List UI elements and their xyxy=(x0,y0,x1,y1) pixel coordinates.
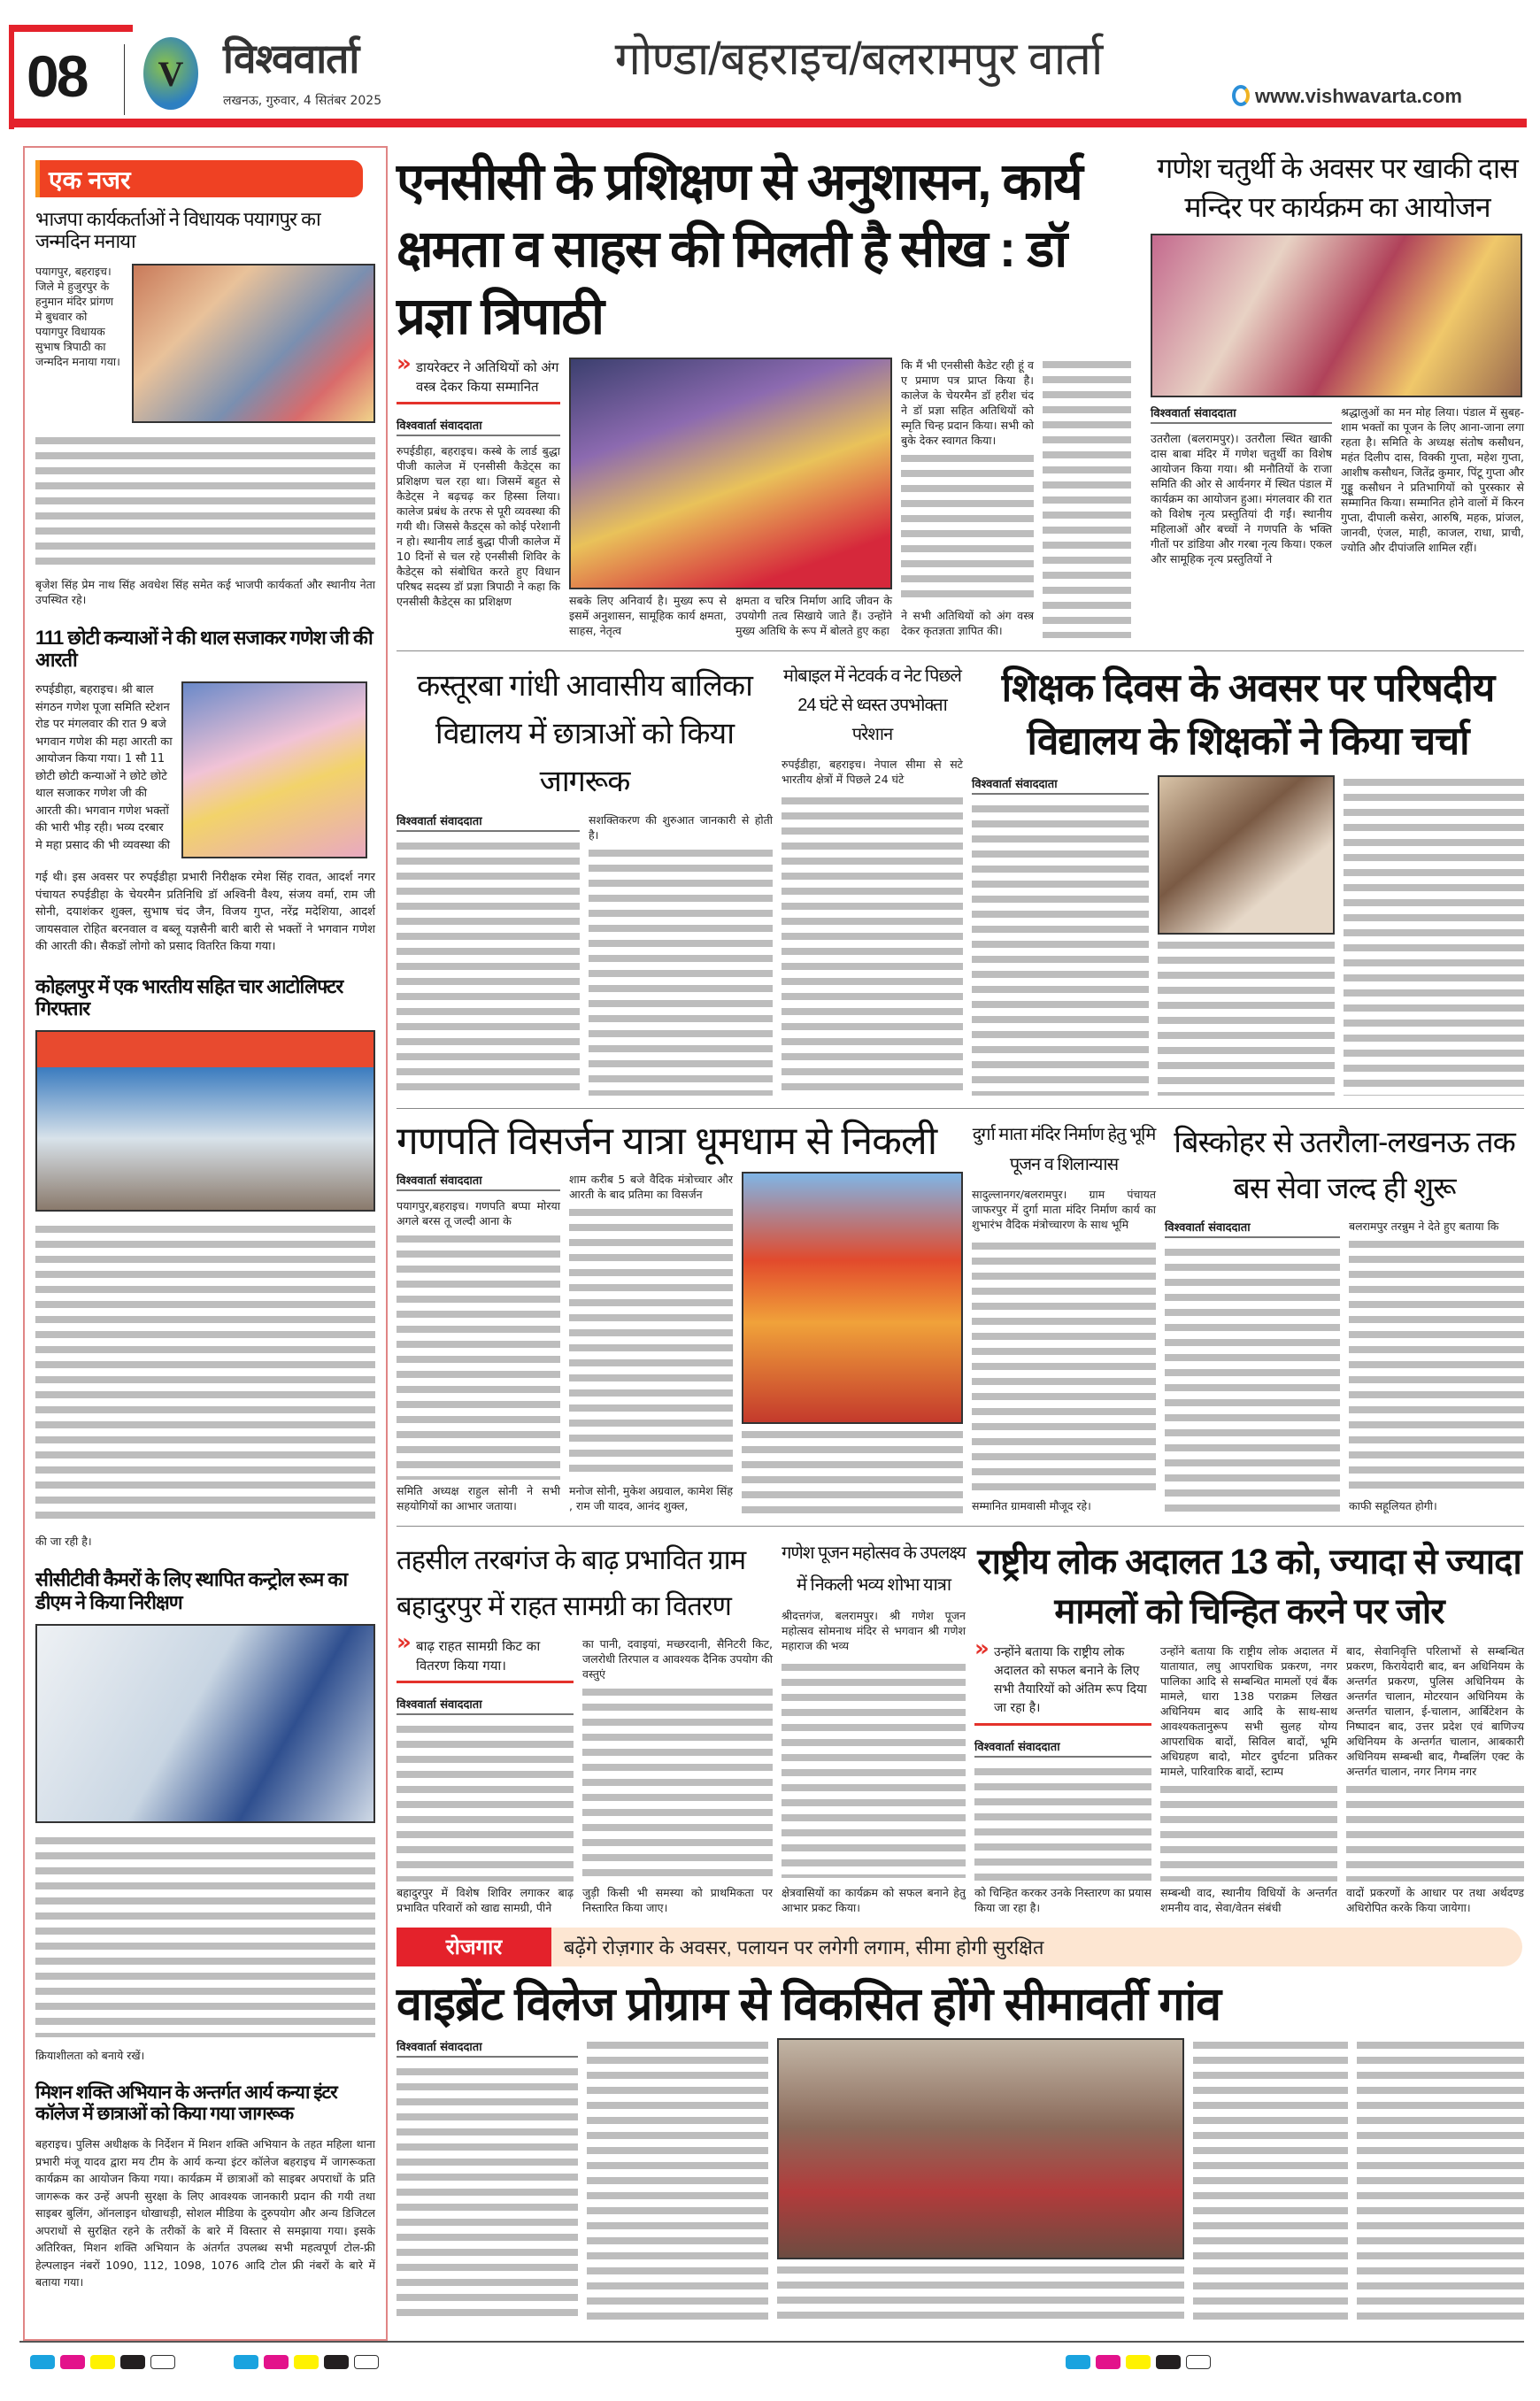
story-text: सादुल्लानगर/बलरामपुर। ग्राम पंचायत जाफरपुर में दुर्गा माता मंदिर निर्माण कार्य का शुभारंभ वैदिक मंत्रोच्चारण के साथ भूमि xyxy=(972,1188,1156,1231)
paper-name: विश्ववार्ता xyxy=(223,35,359,81)
story-text: मनोज सोनी, मुकेश अग्रवाल, कामेश सिंह , राम जी यादव, आनंद शुक्ल, xyxy=(569,1483,733,1512)
story-text: पयागपुर, बहराइच। जिले मे हुजुरपुर के हनुमान मंदिर प्रांगण मे बुधवार को पयागपुर विधायक सुभाष त्रिपाठी का जन्मदिन मनाया गया। xyxy=(35,264,120,368)
story-text: को चिन्हित करकर उनके निस्तारण का प्रयास किया जा रहा है। xyxy=(974,1885,1151,1914)
cyan-mark xyxy=(30,2355,55,2369)
byline: विश्ववार्ता संवाददाता xyxy=(397,417,560,436)
main-area xyxy=(397,149,1524,2369)
story-text: रुपईडीहा, बहराइच। श्री बाल संगठन गणेश पूजा समिति स्टेशन रोड पर मंगलवार की रात 9 बजे भगवान गणेश की महा आरती का आयोजन किया गया। 1 सौ 11 छोटी छोटी कन्याओं ने छोटे छोटे थाल सजाकर गणेश जी की आरती की। भगवान गणेश भक्तों की भारी भीड़ रही। भव्य दरबार मे महा प्रसाद की भी व्यवस्था की xyxy=(35,683,173,852)
registration-mark xyxy=(150,2355,175,2369)
kasturba-story xyxy=(397,662,773,1096)
vibrant-story xyxy=(397,1979,1524,2322)
ganesh-story xyxy=(1151,149,1524,638)
story-text: बाद, सेवानिवृत्ति परिलाभों से सम्बन्धित प्रकरण, किरायेदारी बाद, बन अधिनियम के अन्तर्गत प्रकरण, पुलिस अधिनियम के अन्तर्गत चालान, मोटरयान अधिनियम के अन्तर्गत चालान, ई-चालान, आर्बिटेशन के निष्पादन बाद, उत्तर प्रदेश एवं बाणिज्य अधिनियम के अन्तर्गत चालान, आबकारी अधिनियम सम्बन्धी बाद, गैम्बलिंग एक्ट के अन्तर्गत चालान, नगर निगम नगर xyxy=(1346,1643,1524,1778)
story-text: क्षेत्रवासियों का कार्यक्रम को सफल बनाने हेतु आभार प्रकट किया। xyxy=(782,1885,966,1914)
page-number: 08 xyxy=(27,43,87,109)
sidebar-label: एक नजर xyxy=(35,160,363,197)
website-link[interactable]: www.vishwavarta.com xyxy=(1255,85,1462,107)
durga-story xyxy=(972,1120,1156,1513)
story-text: शाम करीब 5 बजे वैदिक मंत्रोच्चार और आरती के बाद प्रतिमा का विसर्जन xyxy=(569,1172,733,1201)
photo xyxy=(777,2038,1184,2259)
byline: विश्ववार्ता संवाददाता xyxy=(397,1696,574,1715)
story-text: सम्बन्धी वाद, स्थानीय विधियों के अन्तर्गत शमनीय वाद, सेवा/वेतन संबंधी xyxy=(1160,1885,1337,1914)
photo xyxy=(181,681,367,858)
story-text: क्षमता व चरित्र निर्माण आदि जीवन के उपयोगी तत्व सिखाये जाते हैं। उन्होंने मुख्य अतिथि के रूप में बोलते हुए कहा xyxy=(735,594,892,637)
byline: विश्ववार्ता संवाददाता xyxy=(1165,1219,1340,1238)
story-text: उन्होंने बताया कि राष्ट्रीय लोक अदालत में यातायात, लघु आपराधिक प्रकरण, नगर पालिका आदि से सम्बन्धित मामलों एवं बैंक मामले, धारा 138 पराक्रम लिखत अधिनियम बाद आदि के साथ-साथ आवश्यकतानुरूप सभी सुलह योग्य आपराधिक बादों, सिविल बादों, भूमि अधिग्रहण बादो, मोटर दुर्घटना प्रतिकर मामले, पारिवारिक बादों, स्टाम्प xyxy=(1160,1643,1337,1778)
story-text: बलरामपुर तरन्नुम ने देते हुए बताया कि xyxy=(1349,1220,1499,1233)
story-text: जुड़ी किसी भी समस्या को प्राथमिकता पर निस्तारित किया जाए। xyxy=(582,1885,773,1914)
byline: विश्ववार्ता संवाददाता xyxy=(1151,404,1332,424)
header-rule xyxy=(9,119,1527,127)
story-headline: बिस्कोहर से उतरौला-लखनऊ तक बस सेवा जल्द ही शुरू xyxy=(1174,1126,1515,1205)
story-text: सम्मानित ग्रामवासी मौजूद रहे। xyxy=(972,1498,1091,1512)
story-text: रुपईडीहा, बहराइच। नेपाल सीमा से सटे भारतीय क्षेत्रों में पिछले 24 घंटे xyxy=(782,758,963,786)
story-text: क्रियाशीलता को बनाये रखें। xyxy=(35,2048,145,2062)
strapline: बढ़ेंगे रोज़गार के अवसर, पलायन पर लगेगी लगाम, सीमा होगी सुरक्षित xyxy=(564,1935,1044,1959)
photo xyxy=(1151,234,1522,397)
story-headline: राष्ट्रीय लोक अदालत 13 को, ज्यादा से ज्यादा मामलों को चिन्हित करने पर जोर xyxy=(977,1542,1521,1631)
story-text: की जा रही है। xyxy=(35,1535,92,1549)
byline: विश्ववार्ता संवाददाता xyxy=(974,1738,1151,1758)
byline: विश्ववार्ता संवाददाता xyxy=(397,2038,578,2058)
story-headline: सीसीटीवी कैमरों के लिए स्थापित कन्ट्रोल रूम का डीएम ने किया निरीक्षण xyxy=(35,1568,348,1613)
story-text: काफी सहूलियत होगी। xyxy=(1349,1498,1437,1512)
black-mark xyxy=(120,2355,145,2369)
globe-icon xyxy=(1232,85,1250,106)
story-headline: तहसील तरबगंज के बाढ़ प्रभावित ग्राम बहादुरपुर में राहत सामग्री का वितरण xyxy=(397,1543,746,1621)
lead-story xyxy=(397,149,1140,638)
section-label: रोजगार xyxy=(397,1928,551,1966)
pullquote: » डायरेक्टर ने अतिथियों को अंग वस्त्र देकर किया सम्मानित xyxy=(397,358,560,404)
story-text: श्रीदत्तगंज, बलरामपुर। श्री गणेश पूजन महोत्सव सोमनाथ मंदिर से भगवान श्री गणेश महाराज की भव्य xyxy=(782,1608,966,1652)
mobile-story xyxy=(782,662,963,1096)
yellow-mark xyxy=(90,2355,115,2369)
story-text: पयागपुर,बहराइच। गणपति बप्पा मोरया अगले बरस तू जल्दी आना के xyxy=(397,1198,560,1227)
story-text: गई थी। इस अवसर पर रुपईडीहा प्रभारी निरीक्षक रमेश सिंह रावत, आदर्श नगर पंचायत रुपईडीहा के चेयरमैन प्रतिनिधि डॉ अश्विनी वैश्य, संजय वर्मा, राम जी सोनी, दयाशंकर शुक्ल, सुभाष चंद जैन, विजय गुप्त, नरेंद्र मदेशिया, आदर्श जायसवाल रोहित बरनवाल व बब्लू यज्ञसैनी बारी बारी से भक्तों ने भगवान गणेश की आरती की। सैकडों लोगो को प्रसाद वितरित किया गया। xyxy=(35,871,375,954)
story-headline: गणेश चतुर्थी के अवसर पर खाकी दास मन्दिर पर कार्यक्रम का आयोजन xyxy=(1157,152,1518,223)
story-text: बहादुरपुर में विशेष शिविर लगाकर बाढ़ प्रभावित परिवारों को खाद्य सामग्री, पीने xyxy=(397,1885,574,1914)
rozgar-band xyxy=(397,1928,1522,1966)
logo-icon: V xyxy=(143,37,198,110)
shobha-story xyxy=(782,1537,966,1915)
photo xyxy=(1158,775,1335,935)
photo xyxy=(569,358,892,589)
story-headline: वाइब्रेंट विलेज प्रोग्राम से विकसित होंगे सीमावर्ती गांव xyxy=(397,1978,1221,2030)
pullquote: » बाढ़ राहत सामग्री किट का वितरण किया गया। xyxy=(397,1636,574,1683)
story-text: बहराइच। पुलिस अधीक्षक के निर्देशन में मिशन शक्ति अभियान के तहत महिला थाना प्रभारी मंजू यादव द्वारा मय टीम के आर्य कन्या इंटर कॉलेज बहराइच में जागरूकता कार्यक्रम का आयोजन किया गया। कार्यक्रम में छात्राओं को साइबर अपराधों के प्रति जागरूक कर उन्हें अपनी सुरक्षा के लिए आवश्यक जानकारी प्रदान की गयी तथा साइबर बुलिंग, ऑनलाइन धोखाधड़ी, सोशल मीडिया के दुरुपयोग और अन्य डिजिटल अपराधों से सुरक्षित रहने के तरीकों के बारे में विस्तार से समझाया गया। इसके अतिरिक्त, मिशन शक्ति अभियान के अंतर्गत उपलब्ध सभी महत्वपूर्ण टोल-फ्री हेल्पलाइन नंबरों 1090, 112, 1098, 1076 आदि टोल फ्री नंबरों के बारे में बताया गया। xyxy=(35,2137,375,2289)
story-headline: गणेश पूजन महोत्सव के उपलक्ष्य में निकली भव्य शोभा यात्रा xyxy=(782,1543,966,1595)
story-headline: शिक्षक दिवस के अवसर पर परिषदीय विद्यालय के शिक्षकों ने किया चर्चा xyxy=(1001,666,1495,763)
photo xyxy=(742,1172,963,1424)
story-headline: भाजपा कार्यकर्ताओं ने विधायक पयागपुर का जन्मदिन मनाया xyxy=(35,208,320,253)
pullquote: » उन्होंने बताया कि राष्ट्रीय लोक अदालत को सफल बनाने के लिए सभी तैयारियों को अंतिम रूप दिया जा रहा है। xyxy=(974,1643,1151,1726)
bus-story xyxy=(1165,1120,1524,1513)
story-text: सबके लिए अनिवार्य है। मुख्य रूप से इसमें अनुशासन, सामूहिक कार्य क्षमता, साहस, नेतृत्व xyxy=(569,594,727,637)
story-text: उतरौला (बलरामपुर)। उतरौला स्थित खाकी दास बाबा मंदिर में गणेश चतुर्थी का विशेष आयोजन किया गया। श्री मनौतियों के राजा समिति की ओर से आर्यनगर में स्थित पंडाल में कार्यक्रम का आयोजन हुआ। मंगलवार की रात को विशेष नृत्य प्रस्तुतियां दी गईं। स्थानीय महिलाओं और बच्चों ने गणपति के भक्ति गीतों पर डांडिया और गरबा नृत्य किया। एकल और सामूहिक नृत्य प्रस्तुतियों ने xyxy=(1151,432,1332,566)
story-text: बृजेश सिंह प्रेम नाथ सिंह अवधेश सिंह समेत कई भाजपी कार्यकर्ता और स्थानीय नेता उपस्थित रहे। xyxy=(35,577,375,606)
story-text: कि मैं भी एनसीसी कैडेट रही हूं व ए प्रमाण पत्र प्राप्त किया है। कालेज के चेयरमैन डॉ हरीश चंद ने डॉ प्रज्ञा सहित अतिथियों को स्मृति चिन्ह प्रदान किया। सभी को बुके देकर स्वागत किया। xyxy=(901,358,1034,447)
section-title: गोण्डा/बहराइच/बलरामपुर वार्ता xyxy=(614,34,1103,85)
byline: विश्ववार्ता संवाददाता xyxy=(972,775,1149,795)
sidebar-ek-nazar xyxy=(23,146,388,2341)
story-headline: 111 छोटी कन्याओं ने की थाल सजाकर गणेश जी की आरती xyxy=(35,626,373,671)
story-text: श्रद्धालुओं का मन मोह लिया। पंडाल में सुबह-शाम भक्तों का पूजन के लिए आना-जाना लगा रहता है। समिति के अध्यक्ष संतोष कसौधन, महंत दिलीप दास, विक्की गुप्ता, महेश गुप्ता, आशीष कसौधन, जितेंद्र कुमार, पिंटू गुप्ता और गुड्डू कसौधन ने प्रतिभागियों को पुरस्कार से सम्मानित किया। सम्मानित होने वालों में किरन गुप्ता, दीपाली कसेरा, आरुषि, महक, प्रांजल, जानवी, एंजल, माही, काजल, राधा, प्राची, ज्योति और दीपांजलि शामिल रहीं। xyxy=(1341,405,1524,554)
photo xyxy=(35,1030,375,1212)
teacher-story xyxy=(972,662,1524,1096)
tehsil-story xyxy=(397,1537,773,1915)
story-headline: कस्तूरबा गांधी आवासीय बालिका विद्यालय में छात्राओं को किया जागरूक xyxy=(417,669,752,798)
magenta-mark xyxy=(60,2355,85,2369)
story-headline: गणपति विसर्जन यात्रा धूमधाम से निकली xyxy=(397,1120,937,1163)
story-headline: दुर्गा माता मंदिर निर्माण हेतु भूमि पूजन व शिलान्यास xyxy=(972,1125,1156,1174)
story-text: समिति अध्यक्ष राहुल सोनी ने सभी सहयोगियों का आभार जताया। xyxy=(397,1483,560,1512)
story-text: रुपईडीहा, बहराइच। कस्बे के लार्ड बुद्धा पीजी कालेज में एनसीसी कैडेट्स का प्रशिक्षण चल रहा था। जिसमें बहुत से कैडेट्स ने बढ़चढ़ कर हिस्सा लिया। कालेज प्रबंध के तरफ से पूरी व्यवस्था की गयी थी। जिससे कैडट्स को कोई परेशानी न हो। स्थानीय लार्ड बुद्धा पीजी कालेज में 10 दिनों से चल रहे एनसीसी शिविर के कैडेट्स को संबोधित करते हुए विधान परिषद सदस्य डॉ प्रज्ञा त्रिपाठी ने कहा कि एनसीसी कैडेट्स का प्रशिक्षण xyxy=(397,444,560,608)
visarjan-story xyxy=(397,1120,963,1513)
story-text: का पानी, दवाइयां, मच्छरदानी, सैनिटरी किट, जलरोधी तिरपाल व आवश्यक दैनिक उपयोग की वस्तुएं xyxy=(582,1636,773,1681)
photo xyxy=(132,264,375,423)
story-text: सशक्तिकरण की शुरुआत जानकारी से होती है। xyxy=(589,813,773,842)
story-text: ने सभी अतिथियों को अंग वस्त्र देकर कृतज्ञता ज्ञापित की। xyxy=(901,609,1034,637)
story-headline: मोबाइल में नेटवर्क व नेट पिछले 24 घंटे से ध्वस्त उपभोक्ता परेशान xyxy=(783,666,961,744)
photo xyxy=(35,1624,375,1823)
dateline: लखनऊ, गुरुवार, 4 सितंबर 2025 xyxy=(223,94,382,108)
story-headline: मिशन शक्ति अभियान के अन्तर्गत आर्य कन्या इंटर कॉलेज में छात्राओं को किया गया जागरूक xyxy=(35,2082,337,2125)
byline: विश्ववार्ता संवाददाता xyxy=(397,812,580,832)
story-text: वादों प्रकरणों के आधार पर तथा अर्थदण्ड अधिरोपित करके किया जायेगा। xyxy=(1346,1885,1524,1914)
print-color-marks xyxy=(30,2355,1524,2369)
story-headline: कोहलपुर में एक भारतीय सहित चार आटोलिफ्टर गिरफ्तार xyxy=(35,974,343,1020)
adalat-story xyxy=(974,1537,1524,1915)
byline: विश्ववार्ता संवाददाता xyxy=(397,1172,560,1191)
lead-headline: एनसीसी के प्रशिक्षण से अनुशासन, कार्य क्षमता व साहस की मिलती है सीख : डॉ प्रज्ञा त्रिपाठी xyxy=(397,153,1082,345)
